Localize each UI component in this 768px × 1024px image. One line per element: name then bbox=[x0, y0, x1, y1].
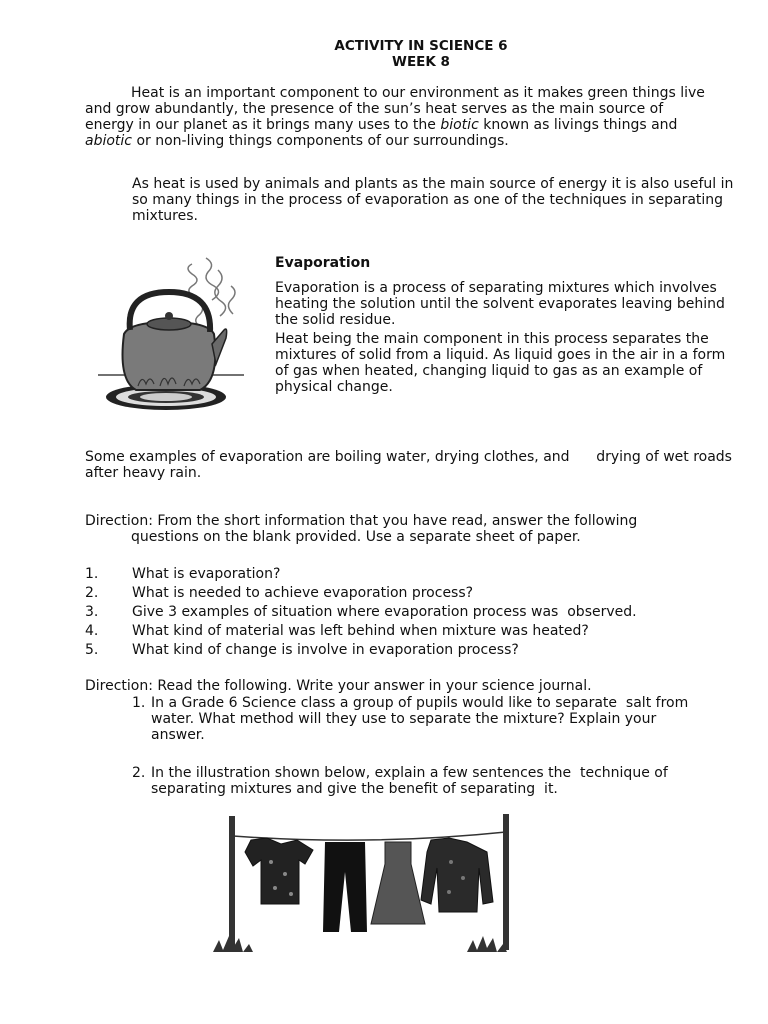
page-title: ACTIVITY IN SCIENCE 6 bbox=[334, 38, 508, 54]
abiotic-term: abiotic bbox=[85, 133, 132, 149]
intro-text-b: known as livings things and bbox=[478, 117, 678, 133]
journal-item bbox=[132, 695, 712, 747]
intro-text-c: or non-living things components of our surroundings. bbox=[132, 133, 509, 149]
question-text: What is needed to achieve evaporation process? bbox=[132, 585, 474, 601]
evaporation-paragraph-1: Evaporation is a process of separating mixtures which involves heating the solution until the solvent evaporates leaving behind the solid residue. bbox=[275, 280, 725, 328]
direction-1-line-2: questions on the blank provided. Use a separate sheet of paper. bbox=[131, 529, 581, 545]
question-text: Give 3 examples of situation where evaporation process was observed. bbox=[132, 604, 637, 620]
question-item bbox=[85, 642, 745, 661]
question-item bbox=[85, 566, 745, 585]
page-subtitle: WEEK 8 bbox=[392, 54, 450, 70]
question-number: 1. bbox=[85, 566, 99, 582]
question-number: 2. bbox=[85, 585, 99, 601]
question-text: What kind of change is involve in evaporation process? bbox=[132, 642, 519, 658]
biotic-term: biotic bbox=[440, 117, 479, 133]
journal-item-number: 2. bbox=[132, 765, 146, 781]
evaporation-paragraph-2: Heat being the main component in this process separates the mixtures of solid from a liquid. As liquid goes in the air in a form of gas when heated, changing liquid to gas as an example of physical change. bbox=[275, 331, 726, 395]
question-number: 4. bbox=[85, 623, 99, 639]
examples-line-1: Some examples of evaporation are boiling water, drying clothes, and drying of wet roads bbox=[85, 449, 732, 465]
examples-line-2: after heavy rain. bbox=[85, 465, 202, 481]
journal-item-number: 1. bbox=[132, 695, 146, 711]
question-text: What kind of material was left behind when mixture was heated? bbox=[132, 623, 589, 639]
intro-paragraph bbox=[85, 85, 710, 149]
question-number: 5. bbox=[85, 642, 99, 658]
kettle-image bbox=[96, 252, 256, 432]
journal-item-text: In the illustration shown below, explain a few sentences the technique of separating mixtures and give the benefit of separating it. bbox=[151, 765, 673, 797]
intro-text-a: Heat is an important component to our environment as it makes green things live and grow abundantly, the presence of the sun’s heat serves as the main source of energy in our planet as it brings many uses to the bbox=[85, 85, 705, 133]
clothesline-image bbox=[205, 812, 545, 957]
question-item bbox=[85, 585, 745, 604]
intro-paragraph-2: As heat is used by animals and plants as the main source of energy it is also useful in so many things in the process of evaporation as one of the techniques in separating mixtures. bbox=[132, 176, 734, 224]
journal-item-text: In a Grade 6 Science class a group of pupils would like to separate salt from water. What method will they use to separate the mixture? Explain your answer. bbox=[151, 695, 693, 743]
journal-item bbox=[132, 765, 712, 801]
question-text: What is evaporation? bbox=[132, 566, 281, 582]
direction-2-line: Direction: Read the following. Write your answer in your science journal. bbox=[85, 678, 592, 694]
question-item bbox=[85, 623, 745, 642]
question-item bbox=[85, 604, 745, 623]
evaporation-heading: Evaporation bbox=[275, 255, 371, 271]
question-number: 3. bbox=[85, 604, 99, 620]
direction-1-line-1: Direction: From the short information that you have read, answer the following bbox=[85, 513, 638, 529]
